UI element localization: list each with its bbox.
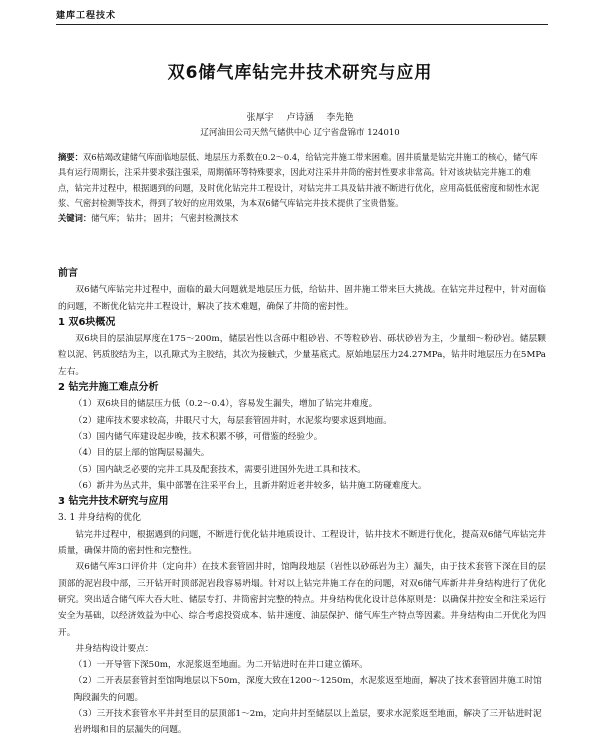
keyword: 固井； xyxy=(153,213,179,223)
section-3-1-paragraph: 井身结构设计要点： xyxy=(75,643,154,654)
author: 张厚宇 xyxy=(246,113,274,123)
affiliation: 辽河油田公司天然气储供中心 辽宁省盘锦市 124010 xyxy=(200,128,400,138)
section-1-paragraph: 双6块目的层油层厚度在175～200m，储层岩性以含砾中粗砂岩、不等粒砂岩、砾状砂岩为主，少量细～粉砂岩。储层颗粒以泥、钙质胶结为主，以孔隙式为主胶结，其次为接触式，少量基底式。原始地层压力24.27MPa，钻井时地层压力在5MPa左右。 xyxy=(58,334,546,377)
preface-heading: 前言 xyxy=(58,268,78,279)
keyword: 储气库； xyxy=(91,213,125,223)
section-3-heading: 3 钻完井技术研究与应用 xyxy=(58,496,169,508)
list-item: （2）二开表层套管封至馆陶地层以下50m，深度大致在1200～1250m，水泥浆返至地面，解决了技术套管固井施工时馆陶段漏失的问题。 xyxy=(73,676,542,703)
list-item: （5）国内缺乏必要的完井工具及配套技术，需要引进国外先进工具和技术。 xyxy=(73,464,366,475)
list-item: （3）国内储气库建设起步晚，技术积累不够，可借鉴的经验少。 xyxy=(73,431,323,442)
author: 李先艳 xyxy=(326,113,354,123)
section-3-1-paragraph: 钻完井过程中，根据遇到的问题，不断进行优化钻井地质设计、工程设计，钻井技术不断进行优化，提高双6储气库钻完井质量，确保井筒的密封性和完整性。 xyxy=(58,529,546,557)
abstract-label: 摘要： xyxy=(58,152,83,162)
section-1-heading: 1 双6块概况 xyxy=(58,316,116,328)
keyword: 气密封检测技术 xyxy=(180,213,239,223)
keywords-label: 关键词： xyxy=(58,213,92,223)
difficulty-list xyxy=(58,396,546,494)
list-item: （6）新井为丛式井，集中部署在注采平台上，且新井附近老井较多，钻井施工防碰难度大。 xyxy=(73,480,427,491)
header-rule xyxy=(56,24,548,25)
abstract-text: 双6枯竭改建储气库面临地层低、地层压力系数在0.2～0.4，给钻完井施工带来困难。固井质量是钻完井施工的核心，储气库具有运行周期长，注采井要求强注强采，周期循环等特殊要求，因此对注采井井筒的密封性要求非常高。针对该块钻完井施工的难点，钻完井过程中，根据遇到的问题，及时优化钻完井工程设计，对钻完井工具及钻井液不断进行优化，应用高低低密度和韧性水泥浆、气密封检测等技术，得到了较好的应用效果，为本双6储气库钻完井技术提供了宝贵借鉴。 xyxy=(58,152,540,209)
paper-body xyxy=(58,266,546,739)
keyword: 钻井； xyxy=(126,213,152,223)
abstract xyxy=(58,150,546,212)
list-item: （1）一开导管下深50m，水泥浆返至地面。为二开钻进时在井口建立循环。 xyxy=(73,660,368,671)
list-item: （2）建库技术要求较高，井眼尺寸大，每层套管固井时，水泥浆均要求返到地面。 xyxy=(73,415,392,426)
list-item: （3）三开技术套管水平井封至目的层顶部1～2m，定向井封至储层以上盖层，要求水泥浆返至地面，解决了三开钻进时泥岩坍塌和目的层漏失的问题。 xyxy=(73,709,542,736)
section-3-1-paragraph: 双6储气库3口评价井（定向井）在技术套管固井时，馆陶段地层（岩性以砂砾岩为主）漏失，由于技术套管下深在目的层顶部的泥岩段中部，三开钻开时顶部泥岩段容易坍塌。针对以上钻完井施工存在的问题，对双6储气库新井井身结构进行了优化研究。突出适合储气库大吞大吐、储层专打、井筒密封完整的特点。井身结构优化设计总体原则是：以确保井控安全和注采运行安全为基础，以经济效益为中心、综合考虑投资成本、钻井速度、油层保护、储气库生产特点等因素。井身结构由二开优化为四开。 xyxy=(58,562,546,638)
list-item: （1）双6块目的储层压力低（0.2～0.4），容易发生漏失，增加了钻完井难度。 xyxy=(73,399,378,410)
keywords xyxy=(58,212,546,224)
paper-title: 双6储气库钻完井技术研究与应用 xyxy=(167,63,433,83)
author: 卢诗涵 xyxy=(286,113,314,123)
section-2-heading: 2 钻完井施工难点分析 xyxy=(58,382,159,394)
list-item: （4）目的层上部的馆陶层易漏失。 xyxy=(73,448,210,459)
section-3-1-heading: 3. 1 井身结构的优化 xyxy=(58,513,142,524)
preface-paragraph: 双6储气库钻完井过程中，面临的最大问题就是地层压力低，给钻井、固井施工带来巨大挑战。在钻完井过程中，针对面临的问题，不断优化钻完井工程设计，解决了技术难题，确保了井筒的密封性。 xyxy=(58,285,546,312)
design-points-list xyxy=(58,657,546,738)
journal-header: 建库工程技术 xyxy=(56,11,117,21)
author-line xyxy=(0,110,600,123)
